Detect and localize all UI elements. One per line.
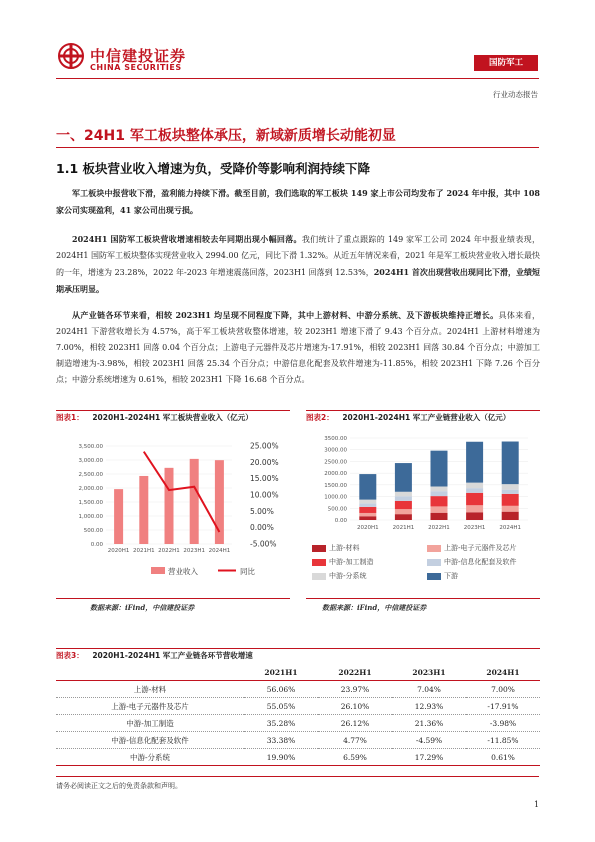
stacked-bar-segment [502,490,519,494]
legend-item [312,571,427,581]
category-label: 2020H1 [107,548,130,554]
footer-rule [56,776,539,777]
table-row [56,715,540,732]
left-axis-tick: 1,500.00 [78,500,103,506]
left-axis-tick: 2,500.00 [78,472,103,478]
right-axis-tick: 10.00% [250,490,279,500]
legend-swatch [427,559,441,566]
legend-swatch [312,559,326,566]
stacked-bar-segment [502,442,519,485]
table-cell: 中游-分系统 [56,749,244,766]
left-axis-tick: 500.00 [83,528,103,534]
stacked-bar-segment [502,494,519,506]
header-rule [56,78,539,79]
stacked-bar-segment [395,463,412,492]
legend-label: 上游-材料 [329,544,360,552]
stacked-bar-segment [359,503,376,507]
paragraph-2-text: 我们统计了重点跟踪的 149 家军工公司 2024 年中报业绩表现，2024H1 国防军工板块整体实现营业收入 2994.00 亿元，同比下滑 1.32%。从近五年情况来看，2021 年是军工板块营业收入增长最快的一年，增速为 23.28%，2022 年-2023 年增速震荡回落，2023H1 回落到 12.53%， [56,235,540,277]
category-label: 2022H1 [158,548,180,554]
paragraph-3 [56,307,540,388]
figure-1-source-rule [56,598,290,599]
paragraph-2-bold-b: 2024H1 首次出现营收出现同比下滑，业绩短期承压明显。 [56,267,540,294]
paragraph-3-text: 具体来看，2024H1 下游营收增长为 4.57%，高于军工板块营收整体增速，较 2023H1 增速下滑了 9.43 个百分点。2024H1 上游材料增速为 7.00%，相较 2023H1 回落 0.04 个百分点；上游电子元器件及芯片增速为-17.91%，相较 2023H1 回落 30.84 个百分点；中游加工制造增速为-3.98%，相较 2023H1 回落 25.34 个百分点；中游信息化配套及软件增速为-11.85%，相较 2023H1 下降 7.26 个百分点；中游分系统增速为 0.61%，相较 2023H1 下降 16.68 个百分点。 [56,311,540,384]
stacked-bar-segment [431,506,448,512]
growth-table [56,664,540,766]
table-cell: 55.05% [244,698,318,715]
table-cell: 0.61% [466,749,540,766]
revenue-bar [114,489,123,544]
legend-swatch [427,545,441,552]
legend-revenue-swatch [151,567,165,574]
table-cell: 上游-电子元器件及芯片 [56,698,244,715]
table-header-cell: 2023H1 [392,664,466,681]
stacked-bar-segment [359,516,376,520]
paragraph-3-bold: 从产业链各环节来看，相较 2023H1 均呈现不同程度下降，其中上游材料、中游分系统、及下游板块维持正增长。 [72,310,499,320]
legend-label: 中游-信息化配套及软件 [444,558,517,566]
stacked-bar-segment [431,451,448,487]
y-axis-tick: 2500.00 [324,459,347,466]
figure-1-label: 图表1： [56,413,84,422]
right-axis-tick: 0.00% [250,523,274,533]
stacked-bar-segment [395,501,412,509]
stacked-bar-segment [395,496,412,501]
stacked-bar-segment [466,505,483,512]
stacked-bar-segment [395,509,412,514]
table-cell: 中游-加工制造 [56,715,244,732]
legend-label: 上游-电子元器件及芯片 [444,544,517,552]
table-header-cell: 2024H1 [466,664,540,681]
category-label: 2023H1 [183,548,206,554]
legend-label: 下游 [444,572,458,580]
y-axis-tick: 0.00 [334,518,347,524]
legend-item [312,557,427,567]
right-axis-tick: 25.00% [250,441,279,451]
paragraph-2-bold-a: 2024H1 国防军工板块营收增速相较去年同期出现小幅回落。 [72,234,302,244]
table-cell: -4.59% [392,732,466,749]
logo-english-name: CHINA SECURITIES [90,63,182,72]
stacked-bar-segment [502,484,519,490]
yoy-line [144,452,220,532]
category-label: 2024H1 [208,548,231,554]
table-cell: 12.93% [392,698,466,715]
legend-revenue-label: 营业收入 [168,567,198,576]
paragraph-1-bold: 军工板块中报营收下滑，盈利能力持续下滑。截至目前，我们选取的军工板块 149 家上市公司均发布了 2024 年中报，其中 108 家公司实现盈利，41 家公司出现亏损。 [56,188,540,215]
section-rule [56,147,539,148]
figure-1-source: 数据来源：iFind，中信建投证券 [90,603,195,612]
category-label: 2021H1 [392,525,415,531]
category-label: 2021H1 [132,548,155,554]
figure-2-header [306,410,540,426]
revenue-chart [56,436,290,586]
stacked-bar-segment [359,507,376,513]
table-3-title: 2020H1-2024H1 军工产业链各环节营收增速 [92,651,253,660]
stacked-bar-segment [466,493,483,505]
right-axis-tick: -5.00% [250,539,277,549]
table-row [56,698,540,715]
legend-label: 中游-分系统 [329,572,367,580]
legend-swatch [312,545,326,552]
legend-item [427,557,542,567]
stacked-bar-segment [502,512,519,520]
stacked-bar-segment [466,442,483,483]
left-axis-tick: 1,000.00 [78,514,103,520]
table-cell: 23.97% [318,681,392,698]
legend-item [427,571,542,581]
y-axis-tick: 1500.00 [324,482,347,489]
table-cell: 33.38% [244,732,318,749]
stacked-bar-segment [431,496,448,506]
stacked-bar-segment [395,514,412,520]
stacked-bar-segment [431,513,448,520]
stacked-bar-segment [466,512,483,520]
left-axis-tick: 3,000.00 [78,458,103,464]
industry-chain-chart [306,432,540,540]
logo-chinese-name: 中信建投证券 [90,47,187,65]
disclaimer-note: 请务必阅读正文之后的免责条款和声明。 [56,782,182,790]
stacked-bar-segment [431,486,448,491]
left-axis-tick: 3,500.00 [78,444,103,450]
table-cell: 19.90% [244,749,318,766]
report-type: 行业动态报告 [493,90,538,99]
table-cell: 56.06% [244,681,318,698]
category-label: 2022H1 [428,525,450,531]
y-axis-tick: 3000.00 [324,447,347,454]
figure-2-title: 2020H1-2024H1 军工产业链营业收入（亿元） [342,413,511,422]
table-cell: -11.85% [466,732,540,749]
table-header-cell: 2021H1 [244,664,318,681]
paragraph-2 [56,231,540,298]
figure-2-source: 数据来源：iFind，中信建投证券 [322,603,427,612]
legend-label: 中游-加工制造 [329,558,374,566]
y-axis-tick: 1000.00 [324,494,347,501]
y-axis-tick: 3500.00 [324,436,347,442]
table-header-cell: 2022H1 [318,664,392,681]
table-cell: 35.28% [244,715,318,732]
figure-2-label: 图表2： [306,413,334,422]
table-3-header [56,648,540,664]
stacked-bar-segment [466,488,483,493]
revenue-bar [165,468,174,544]
category-label: 2024H1 [499,525,522,531]
table-3-label: 图表3： [56,651,84,660]
left-axis-tick: 0.00 [90,542,103,548]
table-row [56,732,540,749]
category-tag: 国防军工 [474,55,538,71]
page-number: 1 [534,800,540,809]
right-axis-tick: 15.00% [250,474,279,484]
table-cell: 7.04% [392,681,466,698]
table-header-row [56,664,540,681]
revenue-bar [139,476,148,544]
legend-yoy-label: 同比 [240,567,255,576]
y-axis-tick: 500.00 [327,506,347,513]
table-cell: 17.29% [392,749,466,766]
right-axis-tick: 5.00% [250,506,274,516]
table-row [56,681,540,698]
figure-1-header [56,410,290,426]
table-cell: -17.91% [466,698,540,715]
stacked-bar-segment [359,474,376,500]
stacked-bar-segment [359,513,376,516]
table-row [56,749,540,766]
legend-item [312,543,427,553]
table-cell: 中游-信息化配套及软件 [56,732,244,749]
stacked-bar-segment [359,500,376,504]
industry-chain-legend [312,543,542,581]
left-axis-tick: 2,000.00 [78,486,103,492]
category-label: 2023H1 [463,525,486,531]
table-cell: 26.12% [318,715,392,732]
figure-2-source-rule [306,598,540,599]
paragraph-1 [56,185,540,219]
table-cell: 21.36% [392,715,466,732]
stacked-bar-segment [431,491,448,496]
category-label: 2020H1 [356,525,379,531]
stacked-bar-segment [395,492,412,496]
table-cell: 6.59% [318,749,392,766]
china-securities-logo-icon [58,43,84,69]
section-heading: 一、24H1 军工板块整体承压，新域新质增长动能初显 [56,128,396,144]
legend-swatch [427,573,441,580]
table-cell: 7.00% [466,681,540,698]
legend-swatch [312,573,326,580]
stacked-bar-segment [466,483,483,489]
table-cell: -3.98% [466,715,540,732]
y-axis-tick: 2000.00 [324,471,347,478]
stacked-bar-segment [502,506,519,512]
figure-1-title: 2020H1-2024H1 军工板块营业收入（亿元） [92,413,253,422]
table-cell: 上游-材料 [56,681,244,698]
table-cell: 4.77% [318,732,392,749]
table-cell: 26.10% [318,698,392,715]
right-axis-tick: 20.00% [250,457,279,467]
revenue-bar [190,459,199,544]
legend-item [427,543,542,553]
subsection-heading: 1.1 板块营业收入增速为负，受降价等影响利润持续下降 [56,161,370,176]
table-header-cell [56,664,244,681]
